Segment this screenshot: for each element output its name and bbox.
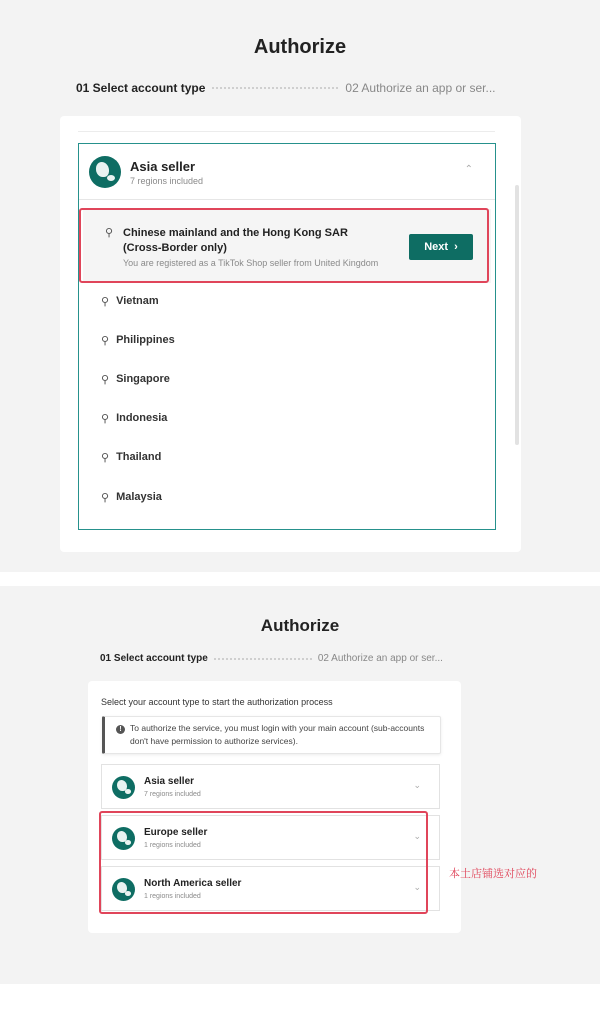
step-2: 02 Authorize an app or ser... [345,81,496,95]
location-pin-icon: ⚲ [101,295,110,308]
chevron-down-icon[interactable]: ⌄ [413,831,421,841]
seller-subtitle: 1 regions included [144,842,201,849]
location-pin-icon: ⚲ [101,451,110,464]
step-indicator [100,653,443,664]
page-title: Authorize [253,36,347,58]
seller-name: Asia seller [130,159,196,174]
region-label: Philippines [116,334,175,346]
region-label: Thailand [116,451,162,463]
globe-icon [112,776,135,799]
location-pin-icon: ⚲ [101,491,110,504]
globe-icon [89,156,121,188]
info-icon: ! [116,725,125,734]
account-card [60,116,521,552]
region-item-vietnam[interactable] [101,291,159,311]
seller-subtitle: 1 regions included [144,893,201,900]
seller-subtitle: 7 regions included [144,791,201,798]
step-divider [212,87,338,89]
region-item-thailand[interactable] [101,447,161,467]
page-title: Authorize [260,616,340,635]
step-2: 02 Authorize an app or ser... [317,653,443,664]
location-pin-icon: ⚲ [101,412,110,425]
highlight-frame [79,208,489,283]
highlight-frame [99,811,428,914]
step-divider [214,658,312,660]
instruction-text: Select your account type to start the authorization process [101,697,333,707]
seller-option-asia[interactable] [101,764,440,809]
step-1: 01 Select account type [100,653,208,664]
notice-text: To authorize the service, you must login with your main account (sub-accounts don't have permission to authorize services). [130,723,425,746]
region-item-indonesia[interactable] [101,408,167,428]
step-indicator [76,81,496,95]
step-1: 01 Select account type [76,81,206,95]
asia-seller-accordion [78,143,496,530]
scrollbar[interactable] [515,185,519,445]
region-label: Singapore [116,373,170,385]
chevron-down-icon[interactable]: ⌄ [413,780,421,790]
seller-name: Asia seller [144,776,195,787]
divider [78,131,495,132]
region-title: Chinese mainland and the Hong Kong SAR (Cross-Border only) [123,227,348,254]
annotation-note: 本土店铺选对应的 [449,867,537,880]
seller-name: Europe seller [144,827,208,838]
chevron-right-icon: › [454,241,458,253]
chevron-up-icon[interactable]: ⌃ [464,164,473,175]
chevron-down-icon[interactable]: ⌄ [413,882,421,892]
location-pin-icon: ⚲ [101,373,110,386]
region-item-singapore[interactable] [101,369,170,389]
authorize-panel-collapsed [0,586,600,984]
accordion-header[interactable] [79,144,495,200]
region-item-philippines[interactable] [101,330,175,350]
seller-name: North America seller [144,878,242,889]
seller-subtitle: 7 regions included [130,176,204,186]
region-label: Indonesia [116,412,168,424]
region-item-malaysia[interactable] [101,487,162,507]
next-label: Next [424,241,449,253]
location-pin-icon: ⚲ [101,334,110,347]
notice-banner [102,716,441,754]
location-pin-icon: ⚲ [105,227,114,239]
region-label: Malaysia [116,491,162,503]
region-label: Vietnam [116,295,159,307]
region-subtitle: You are registered as a TikTok Shop seller from United Kingdom [123,258,379,268]
